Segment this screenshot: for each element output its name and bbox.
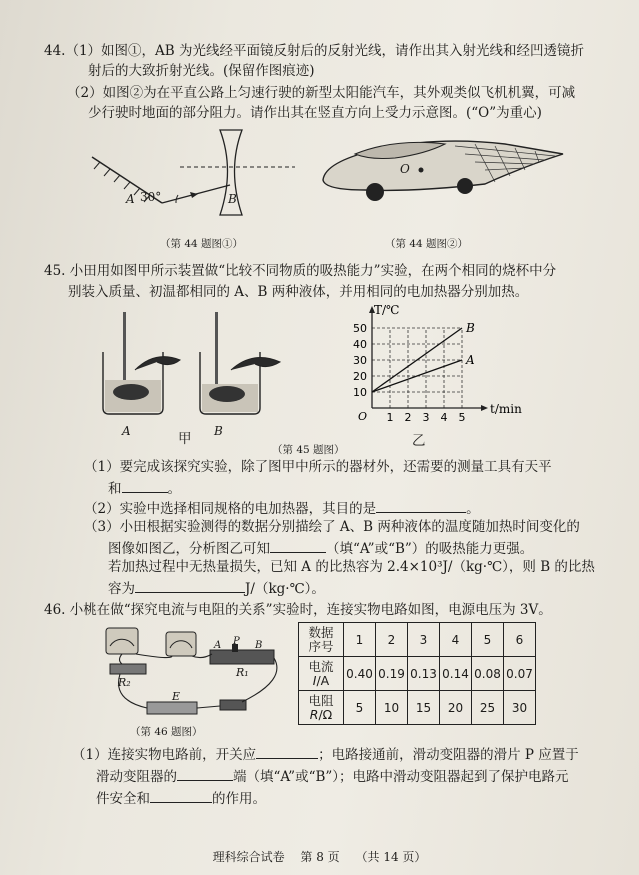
- q44-line1: 44.（1）如图①，AB 为光线经平面镜反射后的反射光线，请作出其入射光线和经凹透镜折: [44, 43, 585, 59]
- fig45-caption: （第 45 题图）: [272, 444, 345, 456]
- series-label-A: A: [466, 353, 475, 367]
- table-row-index: [299, 623, 536, 657]
- q45-s1b-text: 和: [108, 481, 122, 497]
- fig44-1-diagram: [80, 125, 300, 225]
- q45-s1b: 和 。: [108, 478, 181, 498]
- q45-s3d-text2: J/（kg·℃）。: [245, 581, 325, 597]
- page-footer: [0, 848, 639, 865]
- x-tick-label: 1: [386, 411, 394, 424]
- table-cell: 1: [344, 623, 376, 657]
- front-wheel: [366, 183, 384, 201]
- q44-line2: 射后的大致折射光线。(保留作图痕迹): [88, 63, 315, 79]
- q45-blank4[interactable]: [135, 578, 245, 593]
- footer-total: （共 14 页）: [355, 850, 427, 864]
- circuit-label-E: E: [172, 690, 181, 703]
- q45-s3d-text1: 容为: [108, 581, 135, 597]
- circuit-label-A: A: [214, 640, 222, 651]
- y-tick-label: 20: [353, 370, 367, 383]
- y-tick-label: 40: [353, 338, 367, 351]
- fig46-caption: （第 46 题图）: [130, 726, 203, 738]
- x-tick-label: 2: [404, 411, 412, 424]
- temperature-time-chart: [330, 298, 530, 426]
- q46-s1a: [72, 744, 579, 764]
- x-tick-label: 5: [458, 411, 466, 424]
- origin-label: O: [358, 410, 368, 423]
- x-axis-arrow: [481, 405, 488, 411]
- q46-line1: 46. 小桃在做“探究电流与电阻的关系”实验时，连接实物电路如图，电源电压为 3V。: [44, 602, 552, 618]
- q45-s3b: [108, 538, 533, 558]
- fig-label-yi: 乙: [412, 433, 426, 449]
- q45-s3b-text2: （填“A”或“B”）的吸热能力更强。: [326, 541, 534, 557]
- voltmeter: [106, 628, 138, 654]
- table-header-current: 电流 I/A: [299, 657, 344, 691]
- circuit-label-R1: R₁: [236, 666, 249, 679]
- q46-s1c: [96, 788, 266, 808]
- battery-E: [147, 702, 197, 714]
- fig44-1-caption: （第 44 题图①）: [160, 238, 244, 250]
- circuit-label-P: P: [233, 636, 240, 647]
- table-cell: 5: [344, 691, 376, 725]
- fig45-beakers: [95, 300, 290, 420]
- beaker-label-A: A: [122, 424, 131, 438]
- table-cell: 2: [376, 623, 408, 657]
- x-tick-label: 3: [422, 411, 430, 424]
- fig44-label-O: O: [400, 162, 410, 176]
- table-cell: 30: [504, 691, 536, 725]
- table-cell: 20: [440, 691, 472, 725]
- q45-line1: 45. 小田用如图甲所示装置做“比较不同物质的吸热能力”实验，在两个相同的烧杯中分: [44, 263, 557, 279]
- table-cell: 0.07: [504, 657, 536, 691]
- resistor-R2: [110, 664, 146, 674]
- x-tick-label: 4: [440, 411, 448, 424]
- car-body: [323, 141, 563, 190]
- ammeter: [166, 632, 196, 656]
- table-cell: 0.40: [344, 657, 376, 691]
- table-cell: 0.19: [376, 657, 408, 691]
- beaker-B: [200, 312, 280, 414]
- fig44-2-car: [315, 132, 570, 212]
- table-cell: 4: [440, 623, 472, 657]
- beaker-label-B: B: [214, 424, 223, 438]
- table-cell: 6: [504, 623, 536, 657]
- q46-blank3[interactable]: [150, 788, 212, 803]
- beaker-A: [103, 312, 180, 414]
- q46-blank1[interactable]: [256, 744, 318, 759]
- q45-blank1[interactable]: [122, 478, 168, 493]
- q45-s1a: （1）要完成该探究实验，除了图甲中所示的器材外，还需要的测量工具有天平: [84, 459, 552, 475]
- q45-s3d: [108, 578, 325, 598]
- fig-label-jia: 甲: [178, 431, 192, 447]
- fig44-label-B: B: [228, 192, 237, 206]
- q45-s3b-text1: 图像如图乙，分析图乙可知: [108, 541, 270, 557]
- q46-s1a-text1: （1）连接实物电路前，开关应: [72, 747, 257, 763]
- fig44-angle: 30°: [140, 190, 162, 204]
- table-row-resistance: [299, 691, 536, 725]
- q45-blank3[interactable]: [270, 538, 326, 553]
- y-tick-label: 50: [353, 322, 367, 335]
- rear-wheel: [457, 178, 473, 194]
- fig46-circuit: [92, 620, 292, 720]
- y-tick-label: 10: [353, 386, 367, 399]
- fig44-2-caption: （第 44 题图②）: [385, 238, 469, 250]
- table-cell: 15: [408, 691, 440, 725]
- circuit-label-R2: R₂: [118, 676, 131, 689]
- q45-s3c: 若加热过程中无热量损失，已知 A 的比热容为 2.4×10³J/（kg·℃），则 B 的比热: [108, 559, 595, 575]
- x-axis-label: t/min: [490, 402, 522, 416]
- q45-line2: 别装入质量、初温都相同的 A、B 两种液体，并用相同的电加热器分别加热。: [68, 284, 529, 300]
- table-cell: 3: [408, 623, 440, 657]
- table-cell: 0.14: [440, 657, 472, 691]
- y-axis-label: T/℃: [374, 303, 400, 317]
- q45-s2: （2）实验中选择相同规格的电加热器，其目的是 。: [84, 498, 480, 518]
- table-cell: 10: [376, 691, 408, 725]
- table-row-current: [299, 657, 536, 691]
- fig44-label-A: A: [126, 192, 135, 206]
- footer-subject: 理科综合试卷: [212, 850, 285, 864]
- center-of-gravity: [419, 168, 424, 173]
- q44-line3: （2）如图②为在平直公路上匀速行驶的新型太阳能汽车，其外观类似飞机机翼，可减: [67, 85, 576, 101]
- q44-line4: 少行驶时地面的部分阻力。请作出其在竖直方向上受力示意图。(“O”为重心): [88, 105, 542, 121]
- table-cell: 5: [472, 623, 504, 657]
- footer-page: 第 8 页: [300, 850, 340, 864]
- table-cell: 0.13: [408, 657, 440, 691]
- table-header-index: 数据 序号: [299, 623, 344, 657]
- q45-blank2[interactable]: [376, 498, 466, 513]
- q45-s2-text: （2）实验中选择相同规格的电加热器，其目的是: [84, 501, 377, 517]
- table-cell: 25: [472, 691, 504, 725]
- q46-s1c-text1: 件安全和: [96, 791, 150, 807]
- y-tick-label: 30: [353, 354, 367, 367]
- q46-blank2[interactable]: [177, 766, 233, 781]
- circuit-label-B: B: [255, 640, 263, 651]
- rheostat-R1: [210, 650, 274, 664]
- q45-s3a: （3）小田根据实验测得的数据分别描绘了 A、B 两种液体的温度随加热时间变化的: [84, 519, 580, 535]
- ray-arrow: [190, 192, 198, 198]
- q46-s1a-text2: ；电路接通前，滑动变阻器的滑片 P 应置于: [318, 747, 579, 763]
- current-resistance-table: [298, 622, 536, 725]
- table-header-resistance: 电阻 R/Ω: [299, 691, 344, 725]
- q46-s1b-text2: 端（填“A”或“B”）；电路中滑动变阻器起到了保护电路元: [233, 769, 569, 785]
- q46-s1c-text2: 的作用。: [212, 791, 266, 807]
- table-cell: 0.08: [472, 657, 504, 691]
- q46-s1b-text1: 滑动变阻器的: [96, 769, 177, 785]
- series-label-B: B: [466, 321, 475, 335]
- q46-s1b: [96, 766, 569, 786]
